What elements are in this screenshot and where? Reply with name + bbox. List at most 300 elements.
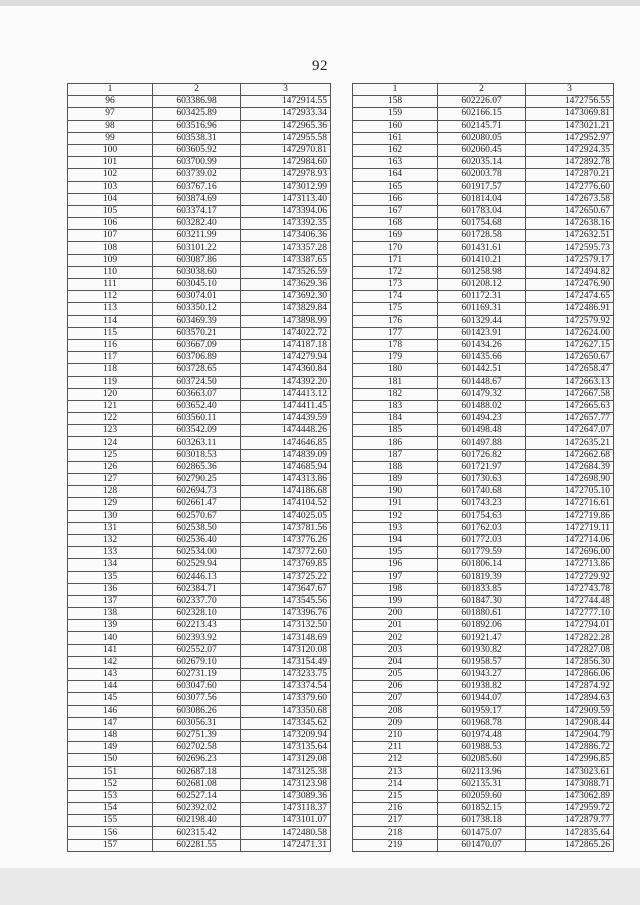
y-coordinate-cell: 1472955.58: [241, 132, 331, 144]
table-row: [353, 583, 614, 595]
point-number-cell: 157: [68, 839, 153, 851]
y-coordinate-cell: 1472684.39: [526, 461, 614, 473]
table-row: [68, 144, 331, 156]
x-coordinate-cell: 603652.40: [153, 400, 241, 412]
point-number-cell: 99: [68, 132, 153, 144]
table-row: [353, 120, 614, 132]
table-row: [68, 717, 331, 729]
point-number-cell: 195: [353, 547, 438, 559]
point-number-cell: 164: [353, 169, 438, 181]
x-coordinate-cell: 601728.58: [438, 230, 526, 242]
table-row: [353, 474, 614, 486]
x-coordinate-cell: 601930.82: [438, 644, 526, 656]
y-coordinate-cell: 1472827.08: [526, 644, 614, 656]
y-coordinate-cell: 1472698.90: [526, 474, 614, 486]
table-row: [353, 400, 614, 412]
y-coordinate-cell: 1473148.69: [241, 632, 331, 644]
table-row: [68, 632, 331, 644]
point-number-cell: 186: [353, 437, 438, 449]
point-number-cell: 194: [353, 534, 438, 546]
point-number-cell: 191: [353, 498, 438, 510]
coordinates-table-left: [67, 83, 331, 852]
point-number-cell: 145: [68, 693, 153, 705]
y-coordinate-cell: 1474186.68: [241, 486, 331, 498]
point-number-cell: 219: [353, 839, 438, 851]
table-row: [353, 169, 614, 181]
y-coordinate-cell: 1472647.07: [526, 425, 614, 437]
x-coordinate-cell: 602570.67: [153, 510, 241, 522]
point-number-cell: 115: [68, 327, 153, 339]
x-coordinate-cell: 603542.09: [153, 425, 241, 437]
y-coordinate-cell: 1472996.85: [526, 754, 614, 766]
table-row: [353, 437, 614, 449]
x-coordinate-cell: 603374.17: [153, 205, 241, 217]
table-row: [353, 218, 614, 230]
point-number-cell: 110: [68, 266, 153, 278]
table-row: [353, 279, 614, 291]
x-coordinate-cell: 601258.98: [438, 266, 526, 278]
table-row: [68, 279, 331, 291]
y-coordinate-cell: 1473345.62: [241, 717, 331, 729]
y-coordinate-cell: 1472914.55: [241, 96, 331, 108]
y-coordinate-cell: 1472665.63: [526, 400, 614, 412]
y-coordinate-cell: 1472471.31: [241, 839, 331, 851]
y-coordinate-cell: 1474187.18: [241, 339, 331, 351]
x-coordinate-cell: 602226.07: [438, 96, 526, 108]
table-row: [353, 705, 614, 717]
y-coordinate-cell: 1472856.30: [526, 656, 614, 668]
table-row: [68, 729, 331, 741]
y-coordinate-cell: 1473154.49: [241, 656, 331, 668]
column-header-2: 2: [438, 84, 526, 96]
point-number-cell: 168: [353, 218, 438, 230]
x-coordinate-cell: 601974.48: [438, 729, 526, 741]
x-coordinate-cell: 603263.11: [153, 437, 241, 449]
y-coordinate-cell: 1473101.07: [241, 815, 331, 827]
table-row: [68, 595, 331, 607]
table-row: [68, 815, 331, 827]
y-coordinate-cell: 1473379.60: [241, 693, 331, 705]
point-number-cell: 103: [68, 181, 153, 193]
x-coordinate-cell: 603739.02: [153, 169, 241, 181]
x-coordinate-cell: 603047.60: [153, 681, 241, 693]
table-row: [68, 681, 331, 693]
point-number-cell: 147: [68, 717, 153, 729]
y-coordinate-cell: 1472713.86: [526, 559, 614, 571]
x-coordinate-cell: 602751.39: [153, 729, 241, 741]
x-coordinate-cell: 601169.31: [438, 303, 526, 315]
point-number-cell: 150: [68, 754, 153, 766]
y-coordinate-cell: 1473123.98: [241, 778, 331, 790]
x-coordinate-cell: 601959.17: [438, 705, 526, 717]
table-row: [353, 108, 614, 120]
x-coordinate-cell: 602702.58: [153, 742, 241, 754]
point-number-cell: 173: [353, 279, 438, 291]
y-coordinate-cell: 1473387.65: [241, 254, 331, 266]
x-coordinate-cell: 601740.68: [438, 486, 526, 498]
x-coordinate-cell: 601921.47: [438, 632, 526, 644]
x-coordinate-cell: 602687.18: [153, 766, 241, 778]
table-row: [353, 595, 614, 607]
x-coordinate-cell: 601772.03: [438, 534, 526, 546]
x-coordinate-cell: 602281.55: [153, 839, 241, 851]
x-coordinate-cell: 602661.47: [153, 498, 241, 510]
point-number-cell: 118: [68, 364, 153, 376]
x-coordinate-cell: 602198.40: [153, 815, 241, 827]
point-number-cell: 141: [68, 644, 153, 656]
table-row: [68, 803, 331, 815]
point-number-cell: 126: [68, 461, 153, 473]
point-number-cell: 182: [353, 388, 438, 400]
table-row: [353, 364, 614, 376]
point-number-cell: 132: [68, 534, 153, 546]
table-row: [68, 474, 331, 486]
table-row: [353, 681, 614, 693]
table-row: [68, 266, 331, 278]
x-coordinate-cell: 602529.94: [153, 559, 241, 571]
x-coordinate-cell: 603700.99: [153, 157, 241, 169]
x-coordinate-cell: 602328.10: [153, 608, 241, 620]
point-number-cell: 101: [68, 157, 153, 169]
table-row: [353, 534, 614, 546]
point-number-cell: 122: [68, 413, 153, 425]
table-row: [68, 486, 331, 498]
table-row: [68, 839, 331, 851]
point-number-cell: 162: [353, 144, 438, 156]
y-coordinate-cell: 1472886.72: [526, 742, 614, 754]
point-number-cell: 201: [353, 620, 438, 632]
point-number-cell: 139: [68, 620, 153, 632]
table-row: [68, 608, 331, 620]
x-coordinate-cell: 601892.06: [438, 620, 526, 632]
table-row: [68, 754, 331, 766]
table-row: [68, 315, 331, 327]
table-row: [353, 729, 614, 741]
table-row: [353, 815, 614, 827]
table-row: [68, 522, 331, 534]
x-coordinate-cell: 601917.57: [438, 181, 526, 193]
point-number-cell: 143: [68, 669, 153, 681]
y-coordinate-cell: 1472965.36: [241, 120, 331, 132]
x-coordinate-cell: 602679.10: [153, 656, 241, 668]
point-number-cell: 117: [68, 352, 153, 364]
y-coordinate-cell: 1472777.10: [526, 608, 614, 620]
table-row: [353, 742, 614, 754]
point-number-cell: 176: [353, 315, 438, 327]
point-number-cell: 128: [68, 486, 153, 498]
x-coordinate-cell: 602213.43: [153, 620, 241, 632]
y-coordinate-cell: 1472719.11: [526, 522, 614, 534]
point-number-cell: 218: [353, 827, 438, 839]
point-number-cell: 202: [353, 632, 438, 644]
point-number-cell: 203: [353, 644, 438, 656]
y-coordinate-cell: 1472874.92: [526, 681, 614, 693]
point-number-cell: 172: [353, 266, 438, 278]
y-coordinate-cell: 1473135.64: [241, 742, 331, 754]
table-row: [353, 352, 614, 364]
table-row: [68, 193, 331, 205]
table-row: [353, 461, 614, 473]
y-coordinate-cell: 1472744.48: [526, 595, 614, 607]
x-coordinate-cell: 601431.61: [438, 242, 526, 254]
point-number-cell: 192: [353, 510, 438, 522]
y-coordinate-cell: 1472879.77: [526, 815, 614, 827]
y-coordinate-cell: 1472486.91: [526, 303, 614, 315]
x-coordinate-cell: 602113.96: [438, 766, 526, 778]
y-coordinate-cell: 1472756.55: [526, 96, 614, 108]
point-number-cell: 113: [68, 303, 153, 315]
point-number-cell: 125: [68, 449, 153, 461]
x-coordinate-cell: 603538.31: [153, 132, 241, 144]
y-coordinate-cell: 1473692.30: [241, 291, 331, 303]
x-coordinate-cell: 602392.02: [153, 803, 241, 815]
x-coordinate-cell: 602315.42: [153, 827, 241, 839]
table-row: [353, 547, 614, 559]
y-coordinate-cell: 1473062.89: [526, 790, 614, 802]
table-row: [353, 157, 614, 169]
point-number-cell: 96: [68, 96, 153, 108]
table-header-row: [353, 84, 614, 96]
y-coordinate-cell: 1473113.40: [241, 193, 331, 205]
point-number-cell: 98: [68, 120, 153, 132]
y-coordinate-cell: 1472729.92: [526, 571, 614, 583]
y-coordinate-cell: 1472635.21: [526, 437, 614, 449]
x-coordinate-cell: 603874.69: [153, 193, 241, 205]
y-coordinate-cell: 1473233.75: [241, 669, 331, 681]
table-row: [353, 425, 614, 437]
x-coordinate-cell: 602694.73: [153, 486, 241, 498]
x-coordinate-cell: 601172.31: [438, 291, 526, 303]
y-coordinate-cell: 1473725.22: [241, 571, 331, 583]
table-row: [68, 705, 331, 717]
point-number-cell: 212: [353, 754, 438, 766]
table-row: [353, 644, 614, 656]
point-number-cell: 152: [68, 778, 153, 790]
point-number-cell: 146: [68, 705, 153, 717]
table-row: [353, 303, 614, 315]
table-row: [353, 266, 614, 278]
y-coordinate-cell: 1472595.73: [526, 242, 614, 254]
x-coordinate-cell: 601208.12: [438, 279, 526, 291]
x-coordinate-cell: 601968.78: [438, 717, 526, 729]
y-coordinate-cell: 1472978.93: [241, 169, 331, 181]
y-coordinate-cell: 1474413.12: [241, 388, 331, 400]
point-number-cell: 177: [353, 327, 438, 339]
x-coordinate-cell: 601738.18: [438, 815, 526, 827]
x-coordinate-cell: 603045.10: [153, 279, 241, 291]
x-coordinate-cell: 602696.23: [153, 754, 241, 766]
point-number-cell: 112: [68, 291, 153, 303]
y-coordinate-cell: 1472894.63: [526, 693, 614, 705]
point-number-cell: 134: [68, 559, 153, 571]
y-coordinate-cell: 1472866.06: [526, 669, 614, 681]
table-row: [353, 291, 614, 303]
x-coordinate-cell: 601833.85: [438, 583, 526, 595]
y-coordinate-cell: 1472627.15: [526, 339, 614, 351]
y-coordinate-cell: 1472474.65: [526, 291, 614, 303]
table-row: [353, 486, 614, 498]
x-coordinate-cell: 601435.66: [438, 352, 526, 364]
table-row: [68, 388, 331, 400]
point-number-cell: 166: [353, 193, 438, 205]
x-coordinate-cell: 601497.88: [438, 437, 526, 449]
y-coordinate-cell: 1472984.60: [241, 157, 331, 169]
point-number-cell: 187: [353, 449, 438, 461]
point-number-cell: 169: [353, 230, 438, 242]
table-row: [353, 766, 614, 778]
point-number-cell: 107: [68, 230, 153, 242]
point-number-cell: 159: [353, 108, 438, 120]
y-coordinate-cell: 1474439.59: [241, 413, 331, 425]
point-number-cell: 148: [68, 729, 153, 741]
point-number-cell: 129: [68, 498, 153, 510]
x-coordinate-cell: 601479.32: [438, 388, 526, 400]
x-coordinate-cell: 602527.14: [153, 790, 241, 802]
point-number-cell: 198: [353, 583, 438, 595]
y-coordinate-cell: 1472476.90: [526, 279, 614, 291]
y-coordinate-cell: 1473089.36: [241, 790, 331, 802]
y-coordinate-cell: 1472638.16: [526, 218, 614, 230]
x-coordinate-cell: 603074.01: [153, 291, 241, 303]
point-number-cell: 165: [353, 181, 438, 193]
point-number-cell: 151: [68, 766, 153, 778]
y-coordinate-cell: 1472667.58: [526, 388, 614, 400]
table-header-row: [68, 84, 331, 96]
y-coordinate-cell: 1473374.54: [241, 681, 331, 693]
x-coordinate-cell: 601329.44: [438, 315, 526, 327]
y-coordinate-cell: 1472904.79: [526, 729, 614, 741]
y-coordinate-cell: 1473118.37: [241, 803, 331, 815]
x-coordinate-cell: 602790.25: [153, 474, 241, 486]
y-coordinate-cell: 1472952.97: [526, 132, 614, 144]
table-row: [68, 352, 331, 364]
point-number-cell: 197: [353, 571, 438, 583]
table-row: [68, 693, 331, 705]
scan-bottom-border: [0, 868, 640, 905]
point-number-cell: 160: [353, 120, 438, 132]
table-row: [353, 449, 614, 461]
x-coordinate-cell: 603724.50: [153, 376, 241, 388]
y-coordinate-cell: 1474104.52: [241, 498, 331, 510]
point-number-cell: 181: [353, 376, 438, 388]
x-coordinate-cell: 601754.63: [438, 510, 526, 522]
x-coordinate-cell: 601743.23: [438, 498, 526, 510]
y-coordinate-cell: 1473023.61: [526, 766, 614, 778]
y-coordinate-cell: 1474392.20: [241, 376, 331, 388]
x-coordinate-cell: 601806.14: [438, 559, 526, 571]
y-coordinate-cell: 1474279.94: [241, 352, 331, 364]
x-coordinate-cell: 601442.51: [438, 364, 526, 376]
column-header-2: 2: [153, 84, 241, 96]
x-coordinate-cell: 601847.30: [438, 595, 526, 607]
table-row: [68, 218, 331, 230]
x-coordinate-cell: 603038.60: [153, 266, 241, 278]
y-coordinate-cell: 1473545.56: [241, 595, 331, 607]
point-number-cell: 149: [68, 742, 153, 754]
table-row: [353, 96, 614, 108]
y-coordinate-cell: 1473088.71: [526, 778, 614, 790]
y-coordinate-cell: 1474646.85: [241, 437, 331, 449]
point-number-cell: 183: [353, 400, 438, 412]
table-row: [68, 303, 331, 315]
x-coordinate-cell: 603018.53: [153, 449, 241, 461]
y-coordinate-cell: 1472663.13: [526, 376, 614, 388]
column-header-1: 1: [68, 84, 153, 96]
x-coordinate-cell: 601470.07: [438, 839, 526, 851]
column-header-1: 1: [353, 84, 438, 96]
table-row: [68, 169, 331, 181]
y-coordinate-cell: 1473769.85: [241, 559, 331, 571]
y-coordinate-cell: 1472673.58: [526, 193, 614, 205]
x-coordinate-cell: 603086.26: [153, 705, 241, 717]
x-coordinate-cell: 601783.04: [438, 205, 526, 217]
y-coordinate-cell: 1472959.72: [526, 803, 614, 815]
x-coordinate-cell: 603516.96: [153, 120, 241, 132]
point-number-cell: 204: [353, 656, 438, 668]
table-row: [68, 547, 331, 559]
x-coordinate-cell: 602059.60: [438, 790, 526, 802]
point-number-cell: 142: [68, 656, 153, 668]
x-coordinate-cell: 603706.89: [153, 352, 241, 364]
x-coordinate-cell: 601488.02: [438, 400, 526, 412]
y-coordinate-cell: 1473392.35: [241, 218, 331, 230]
table-row: [353, 144, 614, 156]
y-coordinate-cell: 1472658.47: [526, 364, 614, 376]
y-coordinate-cell: 1474411.45: [241, 400, 331, 412]
table-row: [353, 632, 614, 644]
point-number-cell: 135: [68, 571, 153, 583]
table-row: [68, 108, 331, 120]
x-coordinate-cell: 603386.98: [153, 96, 241, 108]
x-coordinate-cell: 602384.71: [153, 583, 241, 595]
point-number-cell: 108: [68, 242, 153, 254]
point-number-cell: 213: [353, 766, 438, 778]
y-coordinate-cell: 1473898.99: [241, 315, 331, 327]
table-row: [68, 132, 331, 144]
point-number-cell: 158: [353, 96, 438, 108]
y-coordinate-cell: 1472650.67: [526, 352, 614, 364]
y-coordinate-cell: 1473772.60: [241, 547, 331, 559]
point-number-cell: 131: [68, 522, 153, 534]
column-header-3: 3: [526, 84, 614, 96]
x-coordinate-cell: 602145.71: [438, 120, 526, 132]
table-row: [68, 400, 331, 412]
y-coordinate-cell: 1474839.09: [241, 449, 331, 461]
coordinates-table-right: [352, 83, 614, 852]
x-coordinate-cell: 602534.00: [153, 547, 241, 559]
point-number-cell: 188: [353, 461, 438, 473]
table-row: [68, 498, 331, 510]
table-row: [68, 742, 331, 754]
x-coordinate-cell: 601448.67: [438, 376, 526, 388]
x-coordinate-cell: 602536.40: [153, 534, 241, 546]
column-header-3: 3: [241, 84, 331, 96]
table-row: [353, 754, 614, 766]
table-row: [353, 498, 614, 510]
point-number-cell: 161: [353, 132, 438, 144]
y-coordinate-cell: 1473132.50: [241, 620, 331, 632]
y-coordinate-cell: 1472480.58: [241, 827, 331, 839]
table-row: [68, 583, 331, 595]
table-row: [68, 376, 331, 388]
x-coordinate-cell: 603667.09: [153, 339, 241, 351]
x-coordinate-cell: 602166.15: [438, 108, 526, 120]
table-row: [68, 656, 331, 668]
x-coordinate-cell: 601730.63: [438, 474, 526, 486]
table-row: [68, 339, 331, 351]
y-coordinate-cell: 1473781.56: [241, 522, 331, 534]
point-number-cell: 185: [353, 425, 438, 437]
